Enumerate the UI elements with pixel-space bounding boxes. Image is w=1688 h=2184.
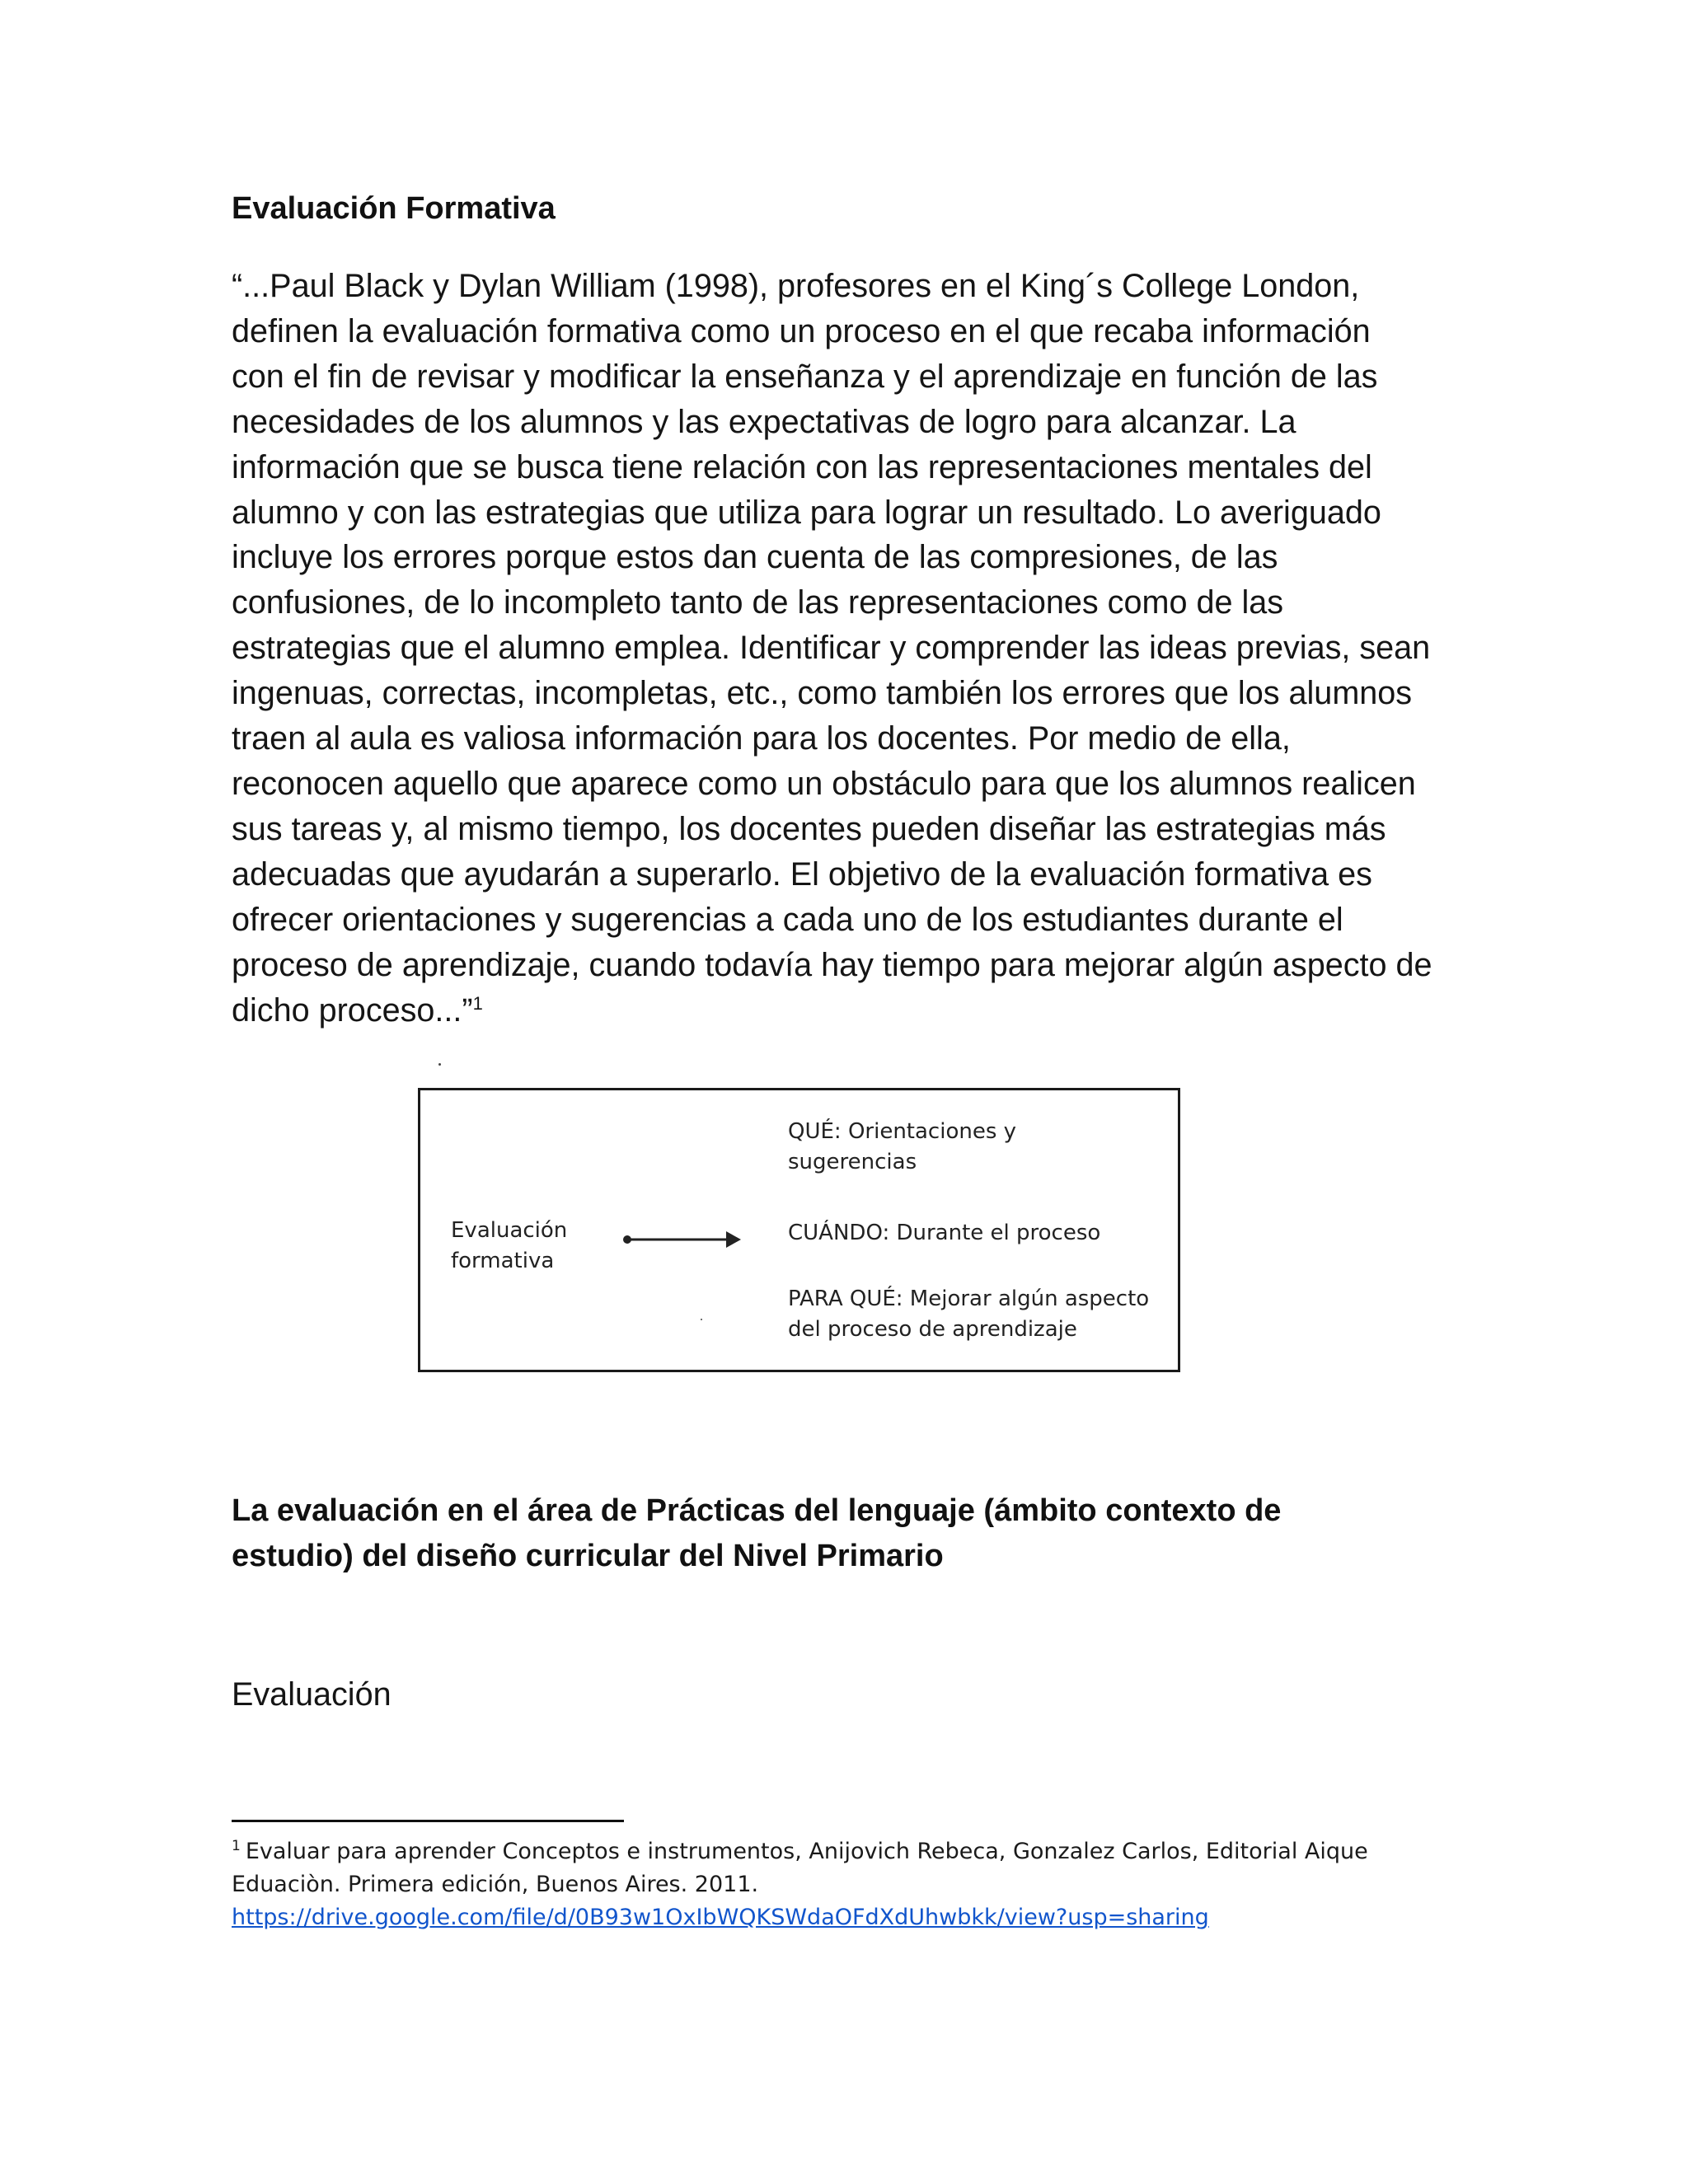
evaluation-subheading: Evaluación	[232, 1676, 392, 1713]
diagram-que-line: QUÉ: Orientaciones y	[788, 1119, 1017, 1144]
evaluation-diagram	[418, 1088, 1180, 1372]
scan-speck	[438, 1063, 441, 1066]
quote-line: necesidades de los alumnos y las expectativas de logro para alcanzar. La	[232, 403, 1296, 440]
quote-paragraph	[232, 264, 1517, 1033]
quote-line: sus tareas y, al mismo tiempo, los docentes pueden diseñar las estrategias más	[232, 810, 1386, 847]
quote-line: estrategias que el alumno emplea. Identificar y comprender las ideas previas, sean	[232, 630, 1431, 667]
footnote-number: 1	[232, 1838, 241, 1854]
footnote-separator	[232, 1820, 624, 1822]
quote-line-text: dicho proceso...”	[232, 991, 473, 1029]
diagram-left-label	[451, 1216, 567, 1277]
diagram-left-label-line: formativa	[451, 1249, 555, 1273]
arrow-icon	[621, 1227, 744, 1252]
footnote-line	[232, 1835, 1517, 1868]
diagram-left-label-line: Evaluación	[451, 1218, 568, 1243]
quote-line: reconocen aquello que aparece como un obstáculo para que los alumnos realicen	[232, 765, 1416, 802]
footnote-reference[interactable]: 1	[472, 992, 483, 1014]
quote-line: alumno y con las estrategias que utiliza para lograr un resultado. Lo averiguado	[232, 494, 1381, 531]
quote-line: incluye los errores porque estos dan cuenta de las compresiones, de las	[232, 539, 1278, 576]
diagram-para-que-line: PARA QUÉ: Mejorar algún aspecto	[788, 1286, 1150, 1311]
subsection-title	[232, 1488, 1517, 1579]
footnote-link-line	[232, 1901, 1517, 1934]
quote-line: confusiones, de lo incompleto tanto de las representaciones como de las	[232, 584, 1284, 621]
quote-line-last	[232, 988, 1517, 1033]
diagram-para-que	[788, 1284, 1149, 1345]
quote-line: traen al aula es valiosa información para los docentes. Por medio de ella,	[232, 720, 1291, 757]
quote-line: con el fin de revisar y modificar la enseñanza y el aprendizaje en función de las	[232, 358, 1378, 395]
footnote-text: Evaluar para aprender Conceptos e instrumentos, Anijovich Rebeca, Gonzalez Carlos, Editorial Aique	[245, 1839, 1368, 1864]
quote-line: proceso de aprendizaje, cuando todavía hay tiempo para mejorar algún aspecto de	[232, 946, 1432, 983]
footnote-line: Eduaciòn. Primera edición, Buenos Aires. 2011.	[232, 1872, 759, 1897]
section-title: Evaluación Formativa	[232, 191, 556, 226]
quote-line: información que se busca tiene relación con las representaciones mentales del	[232, 448, 1372, 485]
scan-speck	[701, 1319, 702, 1320]
quote-line: ofrecer orientaciones y sugerencias a cada uno de los estudiantes durante el	[232, 901, 1343, 938]
footnote-link[interactable]: https://drive.google.com/file/d/0B93w1OxIbWQKSWdaOFdXdUhwbkk/view?usp=sharing	[232, 1905, 1209, 1930]
diagram-para-que-line: del proceso de aprendizaje	[788, 1317, 1077, 1342]
quote-line: “...Paul Black y Dylan William (1998), profesores en el King´s College London,	[232, 268, 1360, 304]
quote-line: definen la evaluación formativa como un proceso en el que recaba información	[232, 312, 1371, 349]
diagram-que	[788, 1117, 1016, 1178]
subsection-title-line: estudio) del diseño curricular del Nivel Primario	[232, 1539, 944, 1573]
footnote	[232, 1835, 1517, 1934]
quote-line: adecuadas que ayudarán a superarlo. El objetivo de la evaluación formativa es	[232, 855, 1372, 893]
diagram-que-line: sugerencias	[788, 1150, 917, 1174]
subsection-title-line: La evaluación en el área de Prácticas del lenguaje (ámbito contexto de	[232, 1493, 1282, 1528]
diagram-cuando: CUÁNDO: Durante el proceso	[788, 1221, 1101, 1245]
quote-line: ingenuas, correctas, incompletas, etc., como también los errores que los alumnos	[232, 675, 1413, 712]
